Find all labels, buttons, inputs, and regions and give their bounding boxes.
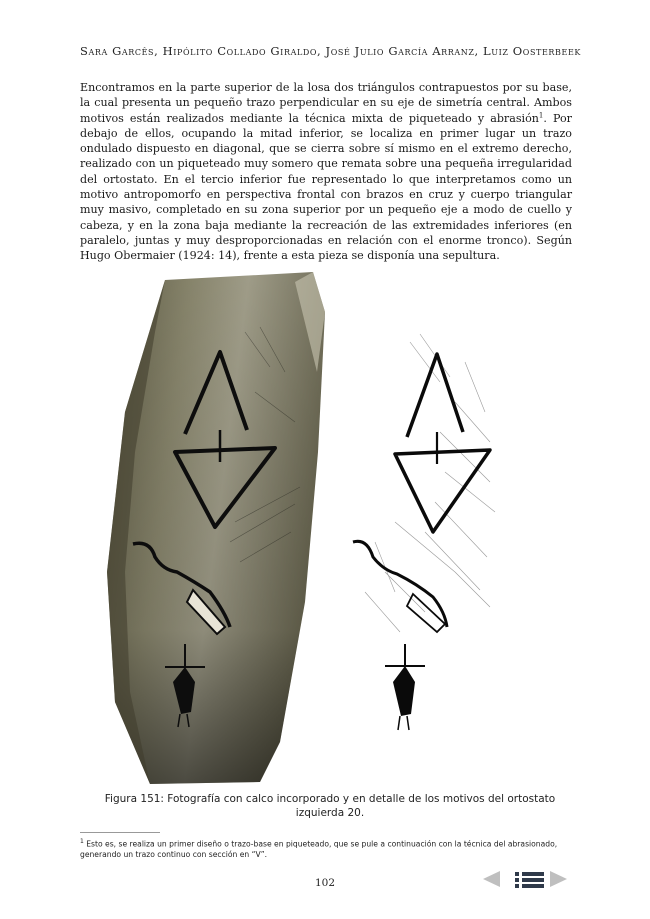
paragraph-text-part-2: . Por debajo de ellos, ocupando la mitad inferior, se localiza en primer lugar un trazo ondulado dispuesto en diagonal, que se cierra sobre sí mismo en el extremo derecho, realizado con un piqueteado muy somero que remata sobre una pequeña irregularidad del ortostato. En el tercio inferior fue representado lo que interpretamos como un motivo antropomorfo en perspectiva frontal con brazos en cruz y cuerpo triangular muy masivo, completado en su zona superior por un pequeño eje a modo de cuello y cabeza, y en la zona baja mediante la recreación de las extremidades inferiores (en paralelo, juntas y muy desproporcionadas en relación con el enorme tronco). Según Hugo Obermaier (1924: 14), frente a esta pieza se disponía una sepultura. (80, 111, 572, 263)
footnote-text: Esto es, se realiza un primer diseño o trazo-base en piqueteado, que se pule a continuación con la técnica del abrasionado, generando un trazo continuo con sección en “V”. (80, 839, 558, 860)
figure-151 (95, 272, 535, 787)
page-navigation (480, 869, 575, 891)
next-page-icon[interactable] (548, 869, 570, 889)
body-paragraph (80, 80, 572, 264)
footnote-reference[interactable]: 1 (538, 110, 544, 119)
motif-tracing (353, 334, 495, 730)
footnote-number: 1 (80, 838, 84, 845)
paragraph-text-part-1: Encontramos en la parte superior de la losa dos triángulos contrapuestos por su base, la cual presenta un pequeño trazo perpendicular en su eje de simetría central. Ambos motivos están realizados mediante la técnica mixta de piqueteado y abrasión (80, 81, 572, 125)
footnote-divider (80, 832, 160, 833)
previous-page-icon[interactable] (480, 869, 502, 889)
running-header: Sara Garcês, Hipólito Collado Giraldo, José Julio García Arranz, Luiz Oosterbeek (80, 44, 581, 58)
stone-photograph (107, 272, 325, 784)
footnote (80, 837, 575, 861)
page-number: 102 (314, 877, 336, 889)
table-of-contents-icon[interactable] (515, 870, 545, 890)
figure-caption: Figura 151: Fotografía con calco incorporado y en detalle de los motivos del ortostato izquierda 20. (104, 793, 556, 819)
